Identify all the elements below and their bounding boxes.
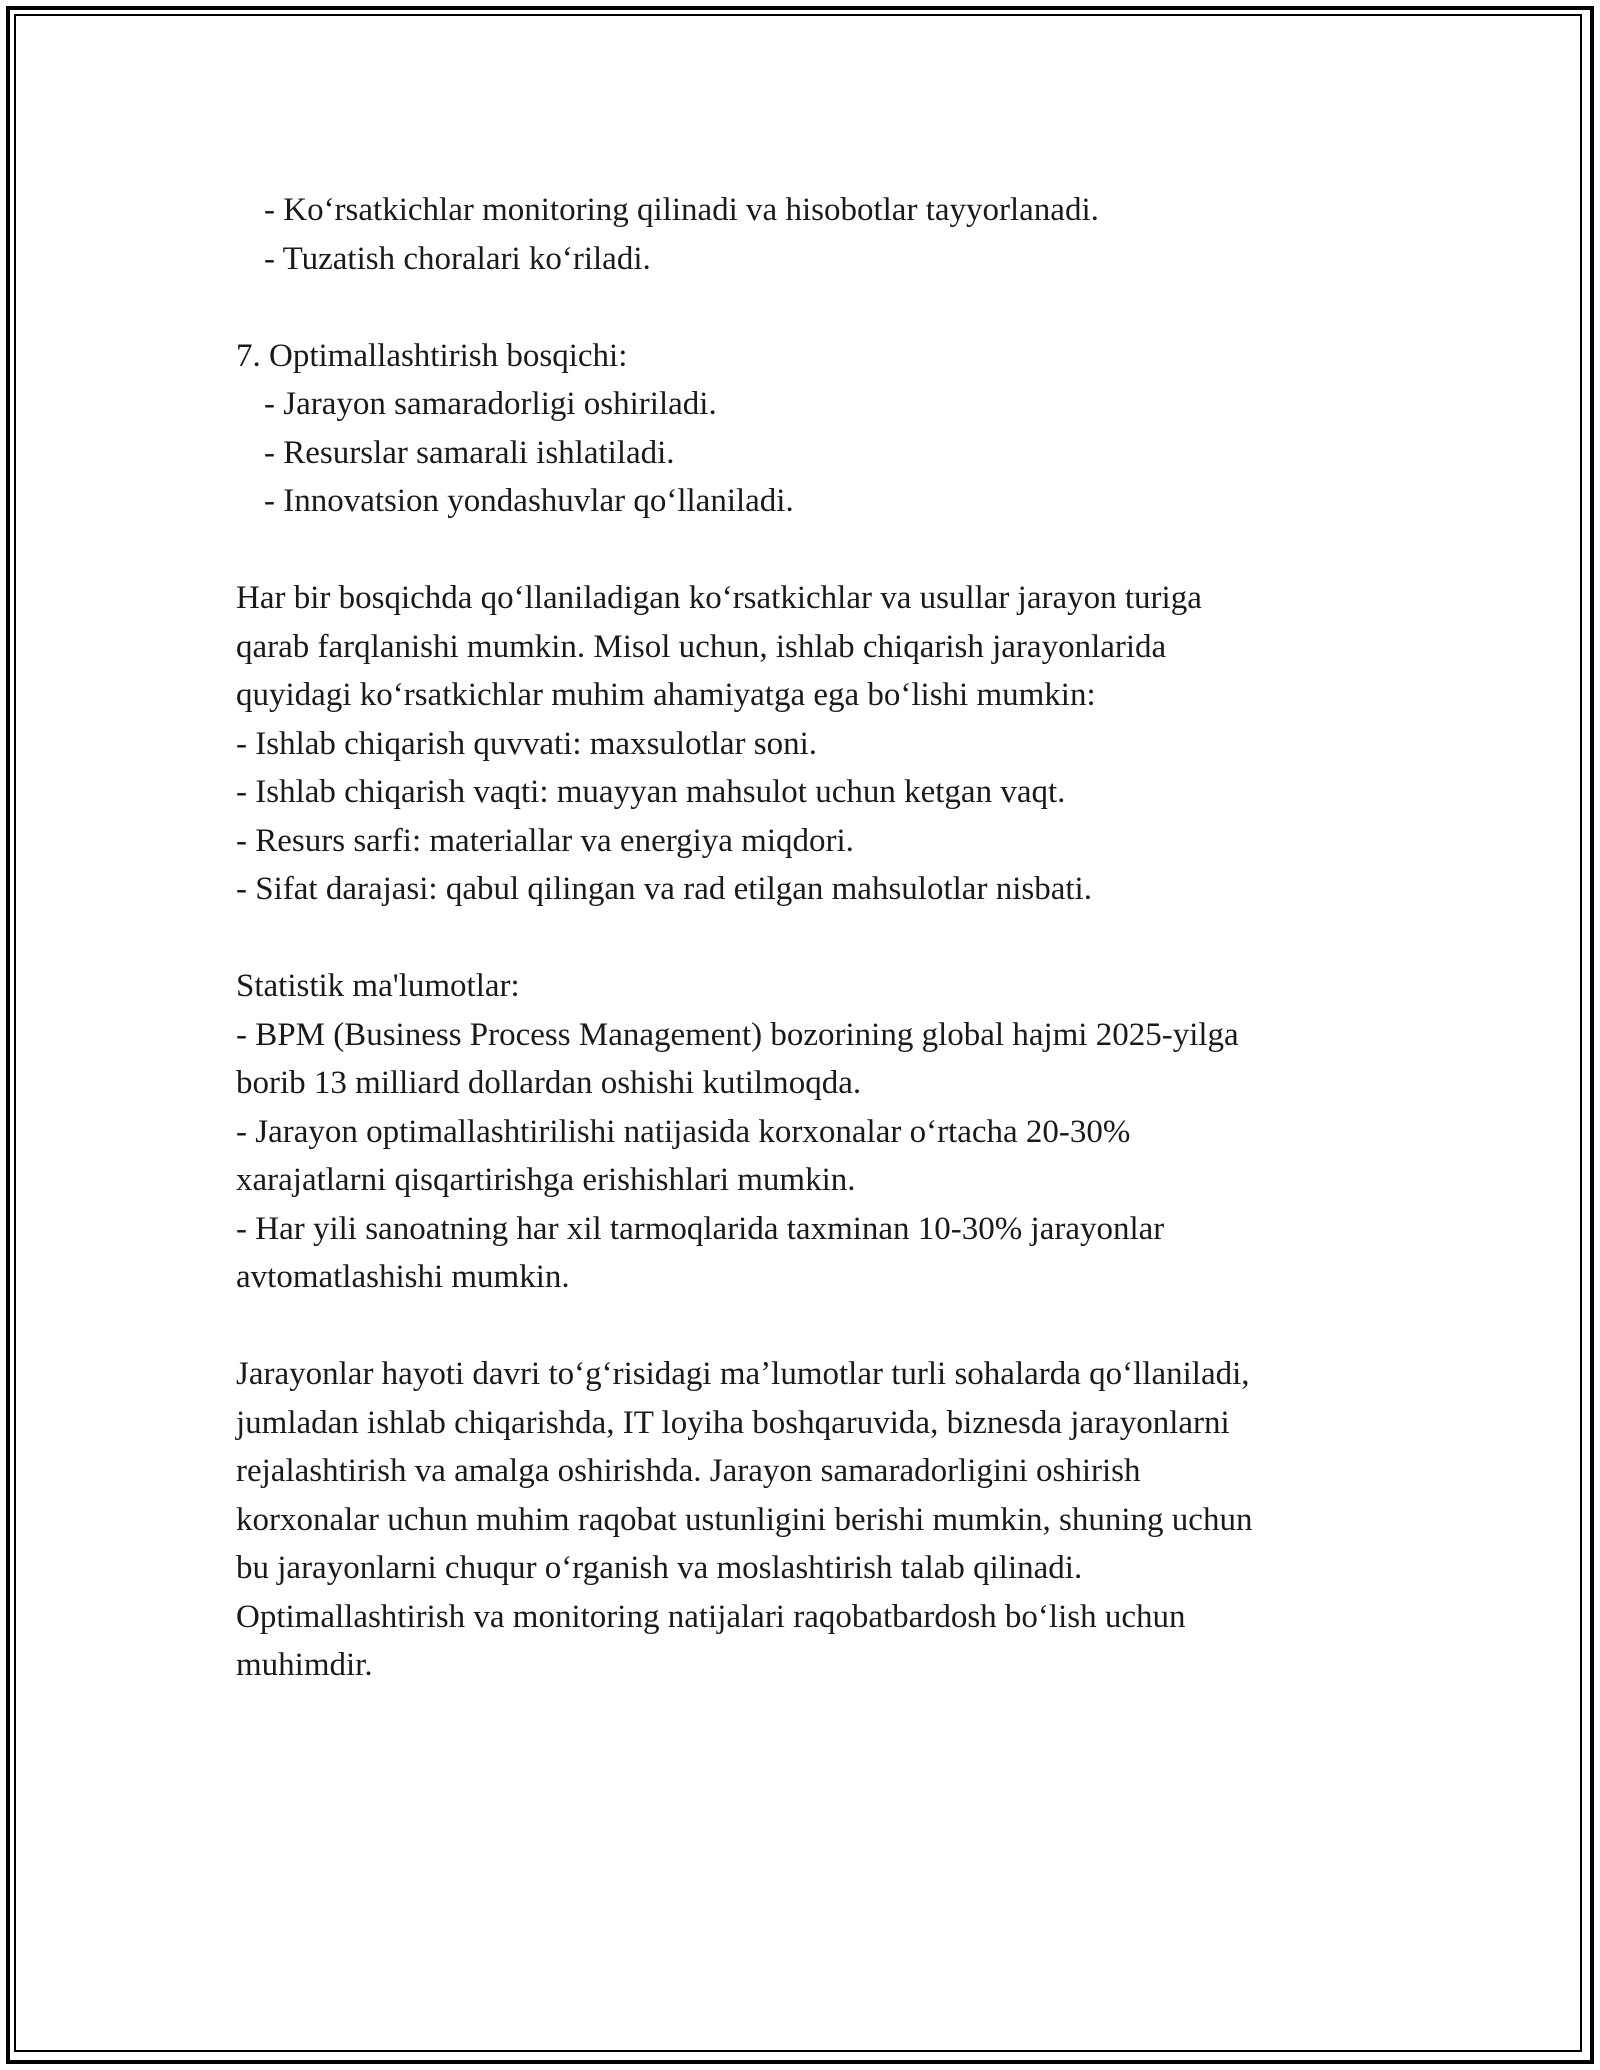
- list-item: - Har yili sanoatning har xil tarmoqlarida taxminan 10-30% jarayonlar: [236, 1210, 1165, 1247]
- paragraph-line: Har bir bosqichda qoʻllaniladigan koʻrsatkichlar va usullar jarayon turiga: [236, 580, 1202, 616]
- paragraph-line: avtomatlashishi mumkin.: [236, 1259, 570, 1295]
- section-heading: 7. Optimallashtirish bosqichi:: [236, 337, 628, 374]
- paragraph-line: quyidagi koʻrsatkichlar muhim ahamiyatga ega boʻlishi mumkin:: [236, 677, 1096, 713]
- paragraph-line: bu jarayonlarni chuqur oʻrganish va moslashtirish talab qilinadi.: [236, 1550, 1083, 1586]
- paragraph-line: jumladan ishlab chiqarishda, IT loyiha boshqaruvida, biznesda jarayonlarni: [236, 1404, 1230, 1441]
- list-item: - Innovatsion yondashuvlar qoʻllaniladi.: [264, 483, 794, 519]
- list-item: - Ishlab chiqarish quvvati: maxsulotlar soni.: [236, 725, 818, 762]
- list-item: - Jarayon samaradorligi oshiriladi.: [264, 386, 717, 422]
- paragraph-gap: [236, 283, 1396, 332]
- paragraph-line: rejalashtirish va amalga oshirishda. Jarayon samaradorligini oshirish: [236, 1453, 1141, 1489]
- list-item: - Ishlab chiqarish vaqti: muayyan mahsulot uchun ketgan vaqt.: [236, 774, 1066, 810]
- list-item: - Tuzatish choralari koʻriladi.: [264, 240, 651, 277]
- list-item: - BPM (Business Process Management) bozorining global hajmi 2025-yilga: [236, 1016, 1239, 1053]
- paragraph-line: qarab farqlanishi mumkin. Misol uchun, ishlab chiqarish jarayonlarida: [236, 628, 1167, 665]
- paragraph-line: Jarayonlar hayoti davri toʻgʻrisidagi maʼlumotlar turli sohalarda qoʻllaniladi,: [236, 1356, 1250, 1392]
- paragraph-gap: [236, 526, 1396, 575]
- section-heading: Statistik ma'lumotlar:: [236, 968, 520, 1004]
- paragraph-line: korxonalar uchun muhim raqobat ustunligini berishi mumkin, shuning uchun: [236, 1501, 1253, 1538]
- paragraph-line: muhimdir.: [236, 1647, 373, 1683]
- list-item: - Resurslar samarali ishlatiladi.: [264, 434, 675, 471]
- list-item: - Resurs sarfi: materiallar va energiya miqdori.: [236, 822, 854, 859]
- paragraph-line: borib 13 milliard dollardan oshishi kutilmoqda.: [236, 1065, 862, 1101]
- paragraph-gap: [236, 914, 1396, 963]
- list-item: - Koʻrsatkichlar monitoring qilinadi va hisobotlar tayyorlanadi.: [264, 192, 1099, 228]
- list-item: - Jarayon optimallashtirilishi natijasida korxonalar oʻrtacha 20-30%: [236, 1113, 1131, 1150]
- paragraph-line: xarajatlarni qisqartirishga erishishlari mumkin.: [236, 1162, 856, 1198]
- paragraph-gap: [236, 1302, 1396, 1351]
- list-item: - Sifat darajasi: qabul qilingan va rad etilgan mahsulotlar nisbati.: [236, 871, 1092, 907]
- document-body: [236, 186, 1396, 1690]
- paragraph-line: Optimallashtirish va monitoring natijalari raqobatbardosh boʻlish uchun: [236, 1598, 1186, 1635]
